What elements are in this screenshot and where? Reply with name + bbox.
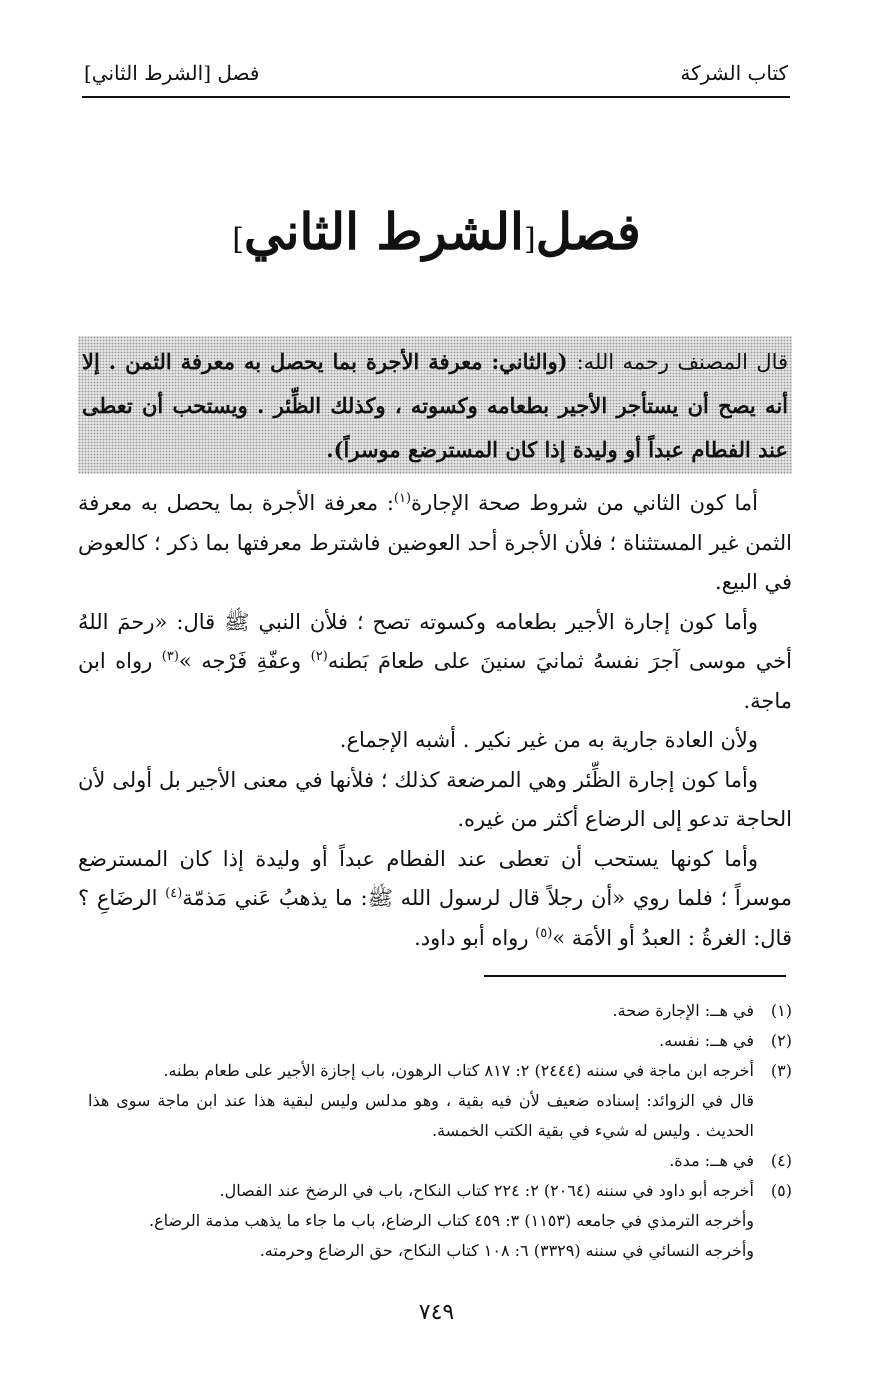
commentary-text: رواه أبو داود. bbox=[414, 925, 536, 950]
commentary-text: وعفّةِ فَرْجه » bbox=[178, 649, 311, 673]
footnote-number: (٣) bbox=[770, 1061, 792, 1080]
commentary bbox=[78, 484, 792, 958]
footnote-text: في هــ: نفسه. bbox=[659, 1031, 754, 1050]
running-header bbox=[84, 56, 788, 90]
footnote-text: وأخرجه النسائي في سننه (٣٣٢٩) ٦: ١٠٨ كتاب النكاح، حق الرضاع وحرمته. bbox=[259, 1241, 754, 1260]
footnote-number: (١) bbox=[770, 1001, 792, 1020]
footnote-ref-5: (٥) bbox=[535, 925, 553, 941]
footnote-number: (٢) bbox=[770, 1031, 792, 1050]
commentary-text: الرضَاعِ ؟ قال: الغرةُ : العبدُ أو الأمَة » bbox=[78, 886, 792, 950]
footnote-ref-4: (٤) bbox=[165, 886, 183, 901]
commentary-text: وأما كونها يستحب أن تعطى عند الفطام عبداً أو وليدة إذا كان المسترضع موسراً ؛ فلما روي «أن رجلاً قال لرسول الله ﷺ: ما يذهبُ عَني مَذمّة bbox=[78, 846, 793, 910]
matn-highlight-box bbox=[78, 336, 792, 474]
footnote-text: وأخرجه الترمذي في جامعه (١١٥٣) ٣: ٤٥٩ كتاب الرضاع، باب ما جاء ما يذهب مذمة الرضاع. bbox=[149, 1211, 754, 1230]
footnote-text: في هــ: الإجارة صحة. bbox=[612, 1001, 754, 1020]
footnote-ref-2: (٢) bbox=[310, 649, 328, 664]
commentary-paragraph-2 bbox=[78, 603, 792, 722]
chapter-title-main: فصل bbox=[535, 202, 641, 261]
chapter-title bbox=[0, 202, 873, 262]
chapter-title-open-bracket: [ bbox=[523, 222, 536, 257]
chapter-title-inner: الشرط الثاني bbox=[243, 202, 524, 261]
footnote-text: في هــ: مدة. bbox=[669, 1151, 754, 1170]
footnote-text: أخرجه أبو داود في سننه (٢٠٦٤) ٢: ٢٢٤ كتاب النكاح، باب في الرضخ عند الفصال. bbox=[219, 1181, 754, 1200]
commentary-text: رواه ابن ماجة. bbox=[78, 649, 792, 713]
footnote bbox=[88, 1176, 792, 1206]
footnote-text: قال في الزوائد: إسناده ضعيف لأن فيه بقية ، وهو مدلس وليس لبقية هذا عند ابن ماجة سوى هذا الحديث . وليس له شيء في بقية الكتب الخمسة. bbox=[88, 1091, 754, 1140]
footnote-number: (٥) bbox=[770, 1181, 792, 1200]
commentary-paragraph-3: ولأن العادة جارية به من غير نكير . أشبه الإجماع. bbox=[339, 728, 758, 752]
page-number: ٧٤٩ bbox=[418, 1300, 455, 1325]
footnote-number: (٤) bbox=[770, 1151, 792, 1170]
footnote-text: أخرجه ابن ماجة في سننه (٢٤٤٤) ٢: ٨١٧ كتاب الرهون، باب إجازة الأجير على طعام بطنه. bbox=[163, 1061, 754, 1080]
chapter-title-close-bracket: ] bbox=[232, 222, 244, 257]
matn-text: (والثاني: معرفة الأجرة بما يحصل به معرفة الثمن . إلا أنه يصح أن يستأجر الأجير بطعامه وكسوته ، وكذلك الظِّئر . ويستحب أن تعطى عند الفطام عبداً أو وليدة إذا كان المسترضع موسراً). bbox=[82, 349, 788, 462]
commentary-paragraph-4: وأما كون إجارة الظِّئر وهي المرضعة كذلك ؛ فلأنها في معنى الأجير بل أولى لأن الحاجة تدعو إلى الرضاع أكثر من غيره. bbox=[78, 767, 792, 831]
footnotes bbox=[88, 996, 792, 1266]
footnote bbox=[88, 1146, 792, 1176]
footnote-continuation bbox=[88, 1086, 792, 1146]
header-rule bbox=[82, 96, 790, 98]
commentary-paragraph-5 bbox=[78, 840, 792, 959]
header-book-title: كتاب الشركة bbox=[680, 61, 788, 85]
footnote-separator bbox=[484, 975, 786, 977]
commentary-text: أما كون الثاني من شروط صحة الإجارة bbox=[411, 491, 758, 515]
commentary-text: وأما كون إجارة الأجير بطعامه وكسوته تصح ؛ فلأن النبي ﷺ قال: «رحمَ اللهُ أخي موسى آجرَ نفسهُ ثمانيَ سنينَ على طعامَ بَطنه bbox=[78, 609, 793, 673]
footnote bbox=[88, 996, 792, 1026]
commentary-paragraph-1 bbox=[78, 484, 792, 603]
footnote-continuation bbox=[88, 1236, 792, 1266]
header-section-title: فصل [الشرط الثاني] bbox=[84, 61, 260, 85]
footnote bbox=[88, 1026, 792, 1056]
commentary-text: : معرفة الأجرة بما يحصل به معرفة الثمن غير المستثناة ؛ فلأن الأجرة أحد العوضين فاشترط معرفتها بما ذكر ؛ كالعوض في البيع. bbox=[78, 491, 792, 594]
matn-lead: قال المصنف رحمه الله: bbox=[576, 350, 789, 374]
footnote-ref-3: (٣) bbox=[161, 649, 179, 664]
footnote-ref-1: (١) bbox=[393, 491, 412, 506]
footnote-continuation bbox=[88, 1206, 792, 1236]
footnote bbox=[88, 1056, 792, 1086]
